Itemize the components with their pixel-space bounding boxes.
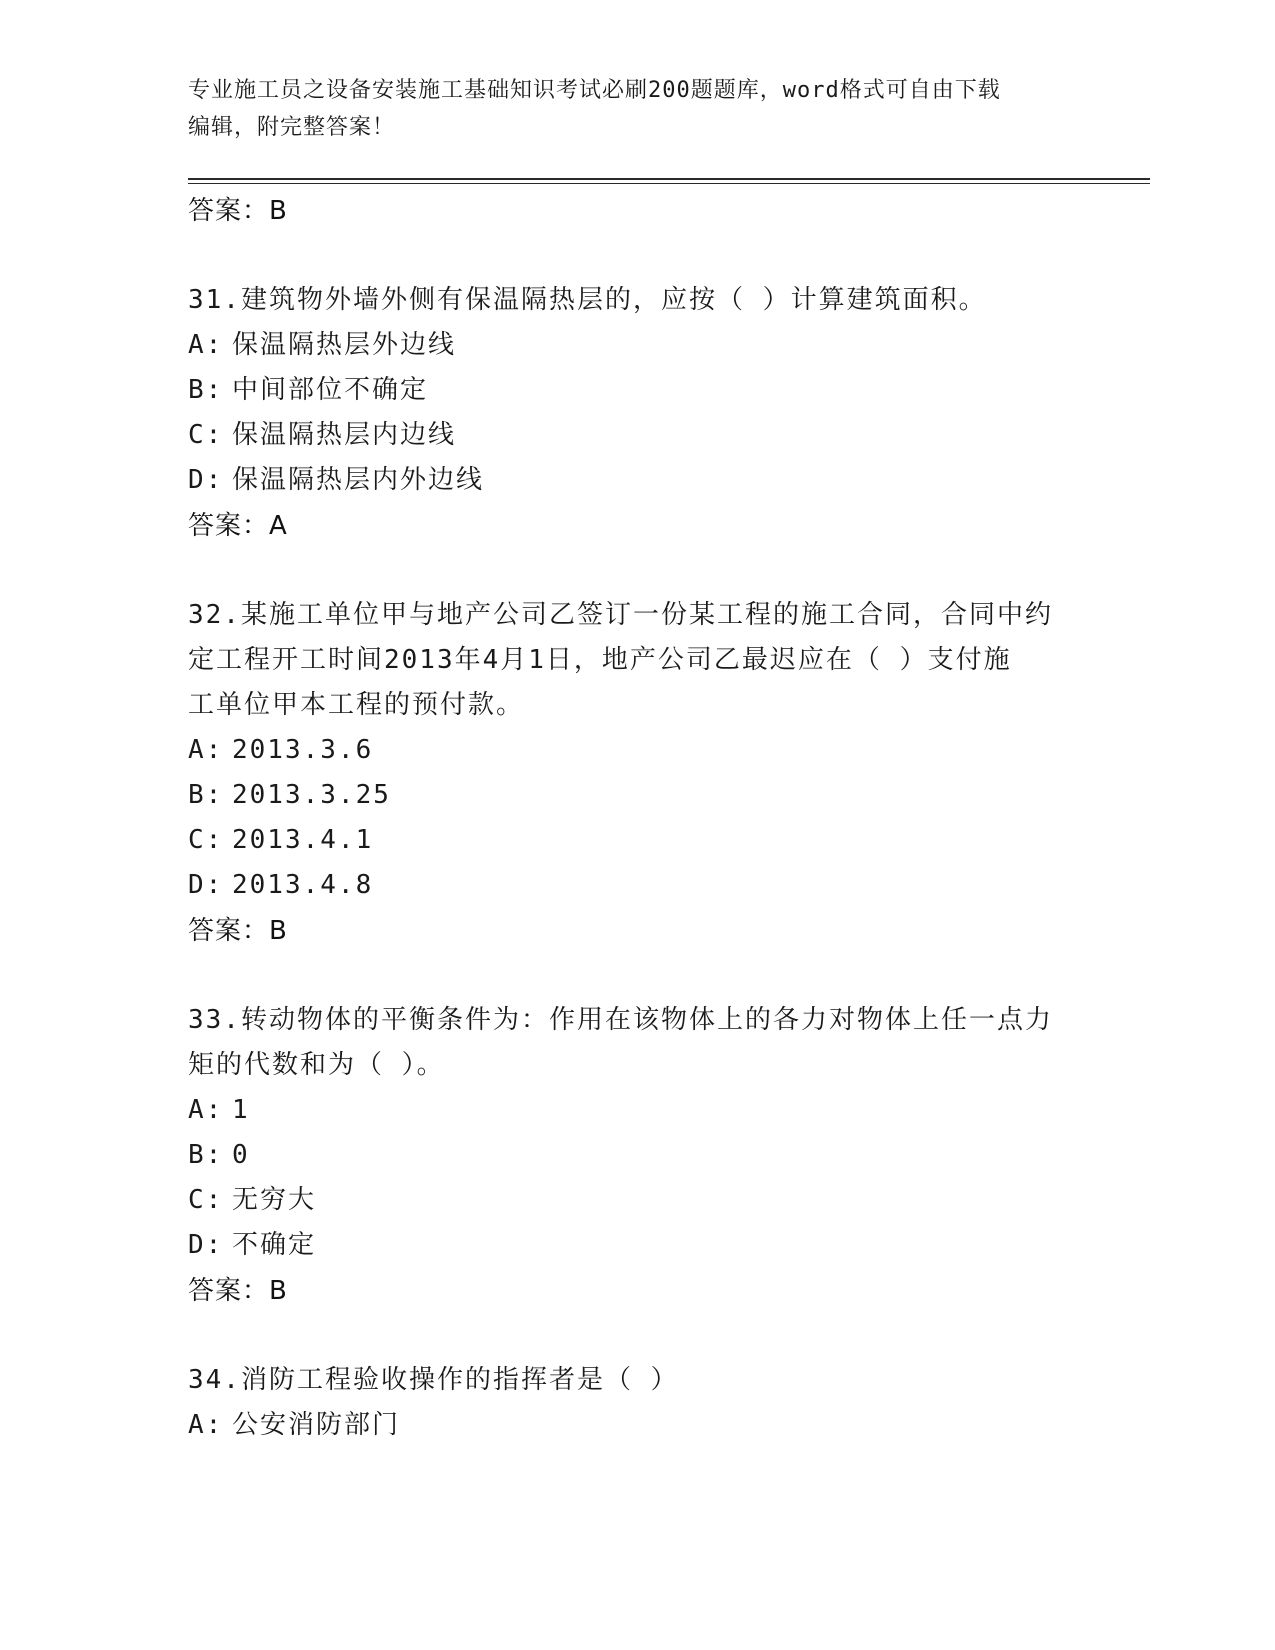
- stem-line: 33.转动物体的平衡条件为：作用在该物体上的各力对物体上任一点力: [188, 1005, 1053, 1035]
- option-key: A:: [188, 735, 224, 765]
- option-key: D:: [188, 870, 224, 900]
- question-31: [188, 278, 1088, 549]
- option-a: [188, 323, 1088, 368]
- option-a: [188, 728, 1088, 773]
- option-key: D:: [188, 465, 224, 495]
- option-text: 中间部位不确定: [232, 375, 429, 405]
- spacer: [188, 954, 1088, 998]
- option-b: [188, 368, 1088, 413]
- question-list: [188, 188, 1088, 1448]
- stem-line: 工单位甲本工程的预付款。: [188, 690, 525, 720]
- header-line-1: 专业施工员之设备安装施工基础知识考试必刷200题题库，word格式可自由下载: [188, 78, 1001, 103]
- option-key: A:: [188, 1095, 224, 1125]
- option-a: [188, 1088, 1088, 1133]
- spacer: [188, 234, 1088, 278]
- option-a: [188, 1403, 1088, 1448]
- question-stem: [188, 1358, 1088, 1403]
- option-text: 保温隔热层外边线: [232, 330, 457, 360]
- option-d: [188, 458, 1088, 503]
- option-d: [188, 863, 1088, 908]
- option-text: 2013.3.6: [232, 735, 374, 765]
- option-key: B:: [188, 780, 224, 810]
- option-d: [188, 1223, 1088, 1268]
- option-text: 1: [232, 1095, 250, 1125]
- option-key: C:: [188, 420, 224, 450]
- option-key: A:: [188, 330, 224, 360]
- option-key: B:: [188, 1140, 224, 1170]
- option-text: 保温隔热层内外边线: [232, 465, 485, 495]
- document-header: [188, 72, 1078, 146]
- question-stem: [188, 278, 1088, 323]
- option-text: 不确定: [232, 1230, 317, 1260]
- stem-line: 32.某施工单位甲与地产公司乙签订一份某工程的施工合同，合同中约: [188, 600, 1053, 630]
- option-c: [188, 818, 1088, 863]
- header-divider-thick: [188, 178, 1150, 180]
- answer-line: 答案：A: [188, 511, 288, 541]
- question-34: [188, 1358, 1088, 1448]
- spacer: [188, 1314, 1088, 1358]
- option-b: [188, 1133, 1088, 1178]
- option-b: [188, 773, 1088, 818]
- option-key: B:: [188, 375, 224, 405]
- option-text: 2013.3.25: [232, 780, 391, 810]
- option-key: D:: [188, 1230, 224, 1260]
- option-text: 公安消防部门: [232, 1410, 401, 1440]
- stem-line: 31.建筑物外墙外侧有保温隔热层的，应按（ ）计算建筑面积。: [188, 285, 987, 315]
- answer-line: 答案：B: [188, 916, 288, 946]
- option-key: C:: [188, 1185, 224, 1215]
- header-line-2: 编辑，附完整答案！: [188, 115, 396, 140]
- option-text: 0: [232, 1140, 250, 1170]
- stem-line: 矩的代数和为（ ）。: [188, 1050, 445, 1080]
- option-c: [188, 1178, 1088, 1223]
- option-text: 无穷大: [232, 1185, 317, 1215]
- header-divider-thin: [188, 183, 1150, 184]
- question-stem: [188, 998, 1088, 1088]
- option-key: A:: [188, 1410, 224, 1440]
- question-33: [188, 998, 1088, 1314]
- option-key: C:: [188, 825, 224, 855]
- stem-line: 34.消防工程验收操作的指挥者是（ ）: [188, 1365, 679, 1395]
- question-32: [188, 593, 1088, 954]
- stem-line: 定工程开工时间2013年4月1日，地产公司乙最迟应在（ ）支付施: [188, 645, 1012, 675]
- option-text: 2013.4.8: [232, 870, 374, 900]
- previous-answer: 答案：B: [188, 196, 288, 226]
- option-c: [188, 413, 1088, 458]
- answer-line: 答案：B: [188, 1276, 288, 1306]
- option-text: 保温隔热层内边线: [232, 420, 457, 450]
- spacer: [188, 549, 1088, 593]
- option-text: 2013.4.1: [232, 825, 374, 855]
- question-stem: [188, 593, 1088, 728]
